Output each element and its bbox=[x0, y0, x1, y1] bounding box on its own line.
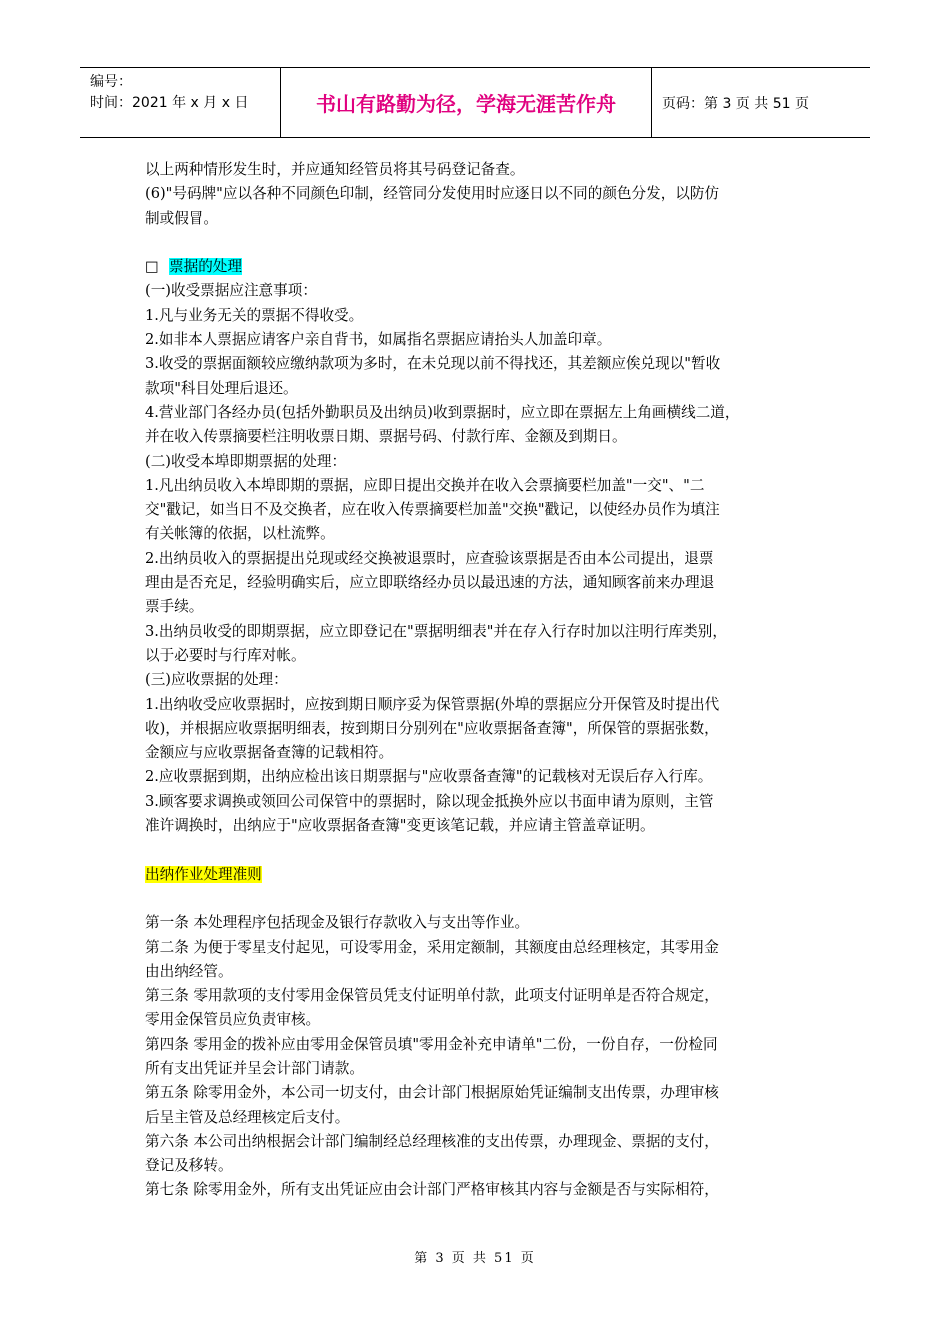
header-meta bbox=[80, 68, 280, 137]
list-item: 1.凡与业务无关的票据不得收受。 bbox=[145, 306, 364, 324]
list-item: 4.营业部门各经办员(包括外勤职员及出纳员)收到票据时，应立即在票据左上角画横线二道， bbox=[145, 403, 740, 421]
time-label: 时间：2021 年 x 月 x 日 bbox=[90, 95, 249, 111]
number-label: 编号： bbox=[90, 74, 132, 90]
article: 第五条 除零用金外，本公司一切支付，由会计部门根据原始凭证编制支出传票，办理审核 bbox=[145, 1084, 719, 1102]
article: 第六条 本公司出纳根据会计部门编制经总经理核准的支出传票，办理现金、票据的支付， bbox=[145, 1132, 719, 1150]
checkbox-symbol: □ bbox=[145, 258, 159, 276]
header-page-label: 页码：第 3 页 共 51 页 bbox=[662, 95, 809, 112]
article: 第三条 零用款项的支付零用金保管员凭支付证明单付款，此项支付证明单是否符合规定， bbox=[145, 987, 719, 1005]
paragraph: 以上两种情形发生时，并应通知经管员将其号码登记备查。 bbox=[145, 161, 525, 178]
article-cont: 后呈主管及总经理核定后支付。 bbox=[145, 1108, 350, 1126]
list-item-cont: 理由是否充足，经验明确实后，应立即联络经办员以最迅速的方法，通知顾客前来办理退 bbox=[145, 574, 715, 592]
section-heading-bills bbox=[145, 255, 813, 279]
page-footer: 第 3 页 共 51 页 bbox=[414, 1251, 536, 1266]
list-item: 1.凡出纳员收入本埠即期的票据，应即日提出交换并在收入会票摘要栏加盖"一交"、"二 bbox=[145, 476, 705, 494]
article-cont: 所有支出凭证并呈会计部门请款。 bbox=[145, 1059, 364, 1077]
article: 第一条 本处理程序包括现金及银行存款收入与支出等作业。 bbox=[145, 914, 530, 932]
list-item-cont: 有关帐簿的依据，以杜流弊。 bbox=[145, 525, 335, 543]
paragraph: 制或假冒。 bbox=[145, 209, 218, 227]
article-cont: 零用金保管员应负责审核。 bbox=[145, 1011, 321, 1029]
list-item: 1.出纳收受应收票据时，应按到期日顺序妥为保管票据(外埠的票据应分开保管及时提出代 bbox=[145, 695, 720, 713]
article-cont: 登记及移转。 bbox=[145, 1157, 233, 1175]
list-item-cont: 并在收入传票摘要栏注明收票日期、票据号码、付款行库、金额及到期日。 bbox=[145, 428, 627, 446]
article-cont: 由出纳经管。 bbox=[145, 962, 233, 980]
paragraph: (6)"号码牌"应以各种不同颜色印制，经管同分发使用时应逐日以不同的颜色分发，以防仿 bbox=[145, 185, 720, 203]
article: 第七条 除零用金外，所有支出凭证应由会计部门严格审核其内容与金额是否与实际相符， bbox=[145, 1181, 719, 1199]
subsection-heading: (三)应收票据的处理： bbox=[145, 671, 288, 689]
document-header bbox=[80, 67, 870, 138]
article: 第四条 零用金的拨补应由零用金保管员填"零用金补充申请单"二份，一份自存，一份检同 bbox=[145, 1035, 718, 1053]
header-motto: 书山有路勤为径，学海无涯苦作舟 bbox=[280, 68, 652, 137]
section-title-bills: 票据的处理 bbox=[169, 258, 242, 276]
list-item: 3.顾客要求调换或领回公司保管中的票据时，除以现金抵换外应以书面申请为原则，主管 bbox=[145, 792, 714, 810]
list-item: 2.如非本人票据应请客户亲自背书，如属指名票据应请抬头人加盖印章。 bbox=[145, 331, 612, 349]
subsection-heading: (二)收受本埠即期票据的处理： bbox=[145, 452, 347, 470]
list-item-cont: 票手续。 bbox=[145, 598, 204, 616]
list-item-cont: 以于必要时与行库对帐。 bbox=[145, 646, 306, 664]
list-item-cont: 款项"科目处理后退还。 bbox=[145, 379, 298, 397]
list-item: 3.出纳员收受的即期票据，应立即登记在"票据明细表"并在存入行存时加以注明行库类别， bbox=[145, 622, 727, 640]
list-item: 2.应收票据到期，出纳应检出该日期票据与"应收票备查簿"的记载核对无误后存入行库。 bbox=[145, 768, 713, 786]
document-body bbox=[145, 158, 813, 1203]
article: 第二条 为便于零星支付起见，可设零用金，采用定额制，其额度由总经理核定，其零用金 bbox=[145, 938, 719, 956]
list-item-cont: 收)，并根据应收票据明细表，按到期日分别列在"应收票据备查簿"，所保管的票据张数， bbox=[145, 719, 719, 737]
subsection-heading: (一)收受票据应注意事项： bbox=[145, 282, 317, 300]
section-title-cashier: 出纳作业处理准则 bbox=[145, 865, 262, 883]
list-item-cont: 金额应与应收票据备查簿的记载相符。 bbox=[145, 744, 394, 762]
list-item: 2.出纳员收入的票据提出兑现或经交换被退票时，应查验该票据是否由本公司提出，退票 bbox=[145, 549, 714, 567]
list-item-cont: 交"戳记，如当日不及交换者，应在收入传票摘要栏加盖"交换"戳记，以使经办员作为填注 bbox=[145, 501, 720, 519]
list-item-cont: 准许调换时，出纳应于"应收票据备查簿"变更该笔记载，并应请主管盖章证明。 bbox=[145, 817, 655, 835]
list-item: 3.收受的票据面额较应缴纳款项为多时，在未兑现以前不得找还，其差额应俟兑现以"暂收 bbox=[145, 355, 721, 373]
section-heading-cashier bbox=[145, 863, 813, 887]
